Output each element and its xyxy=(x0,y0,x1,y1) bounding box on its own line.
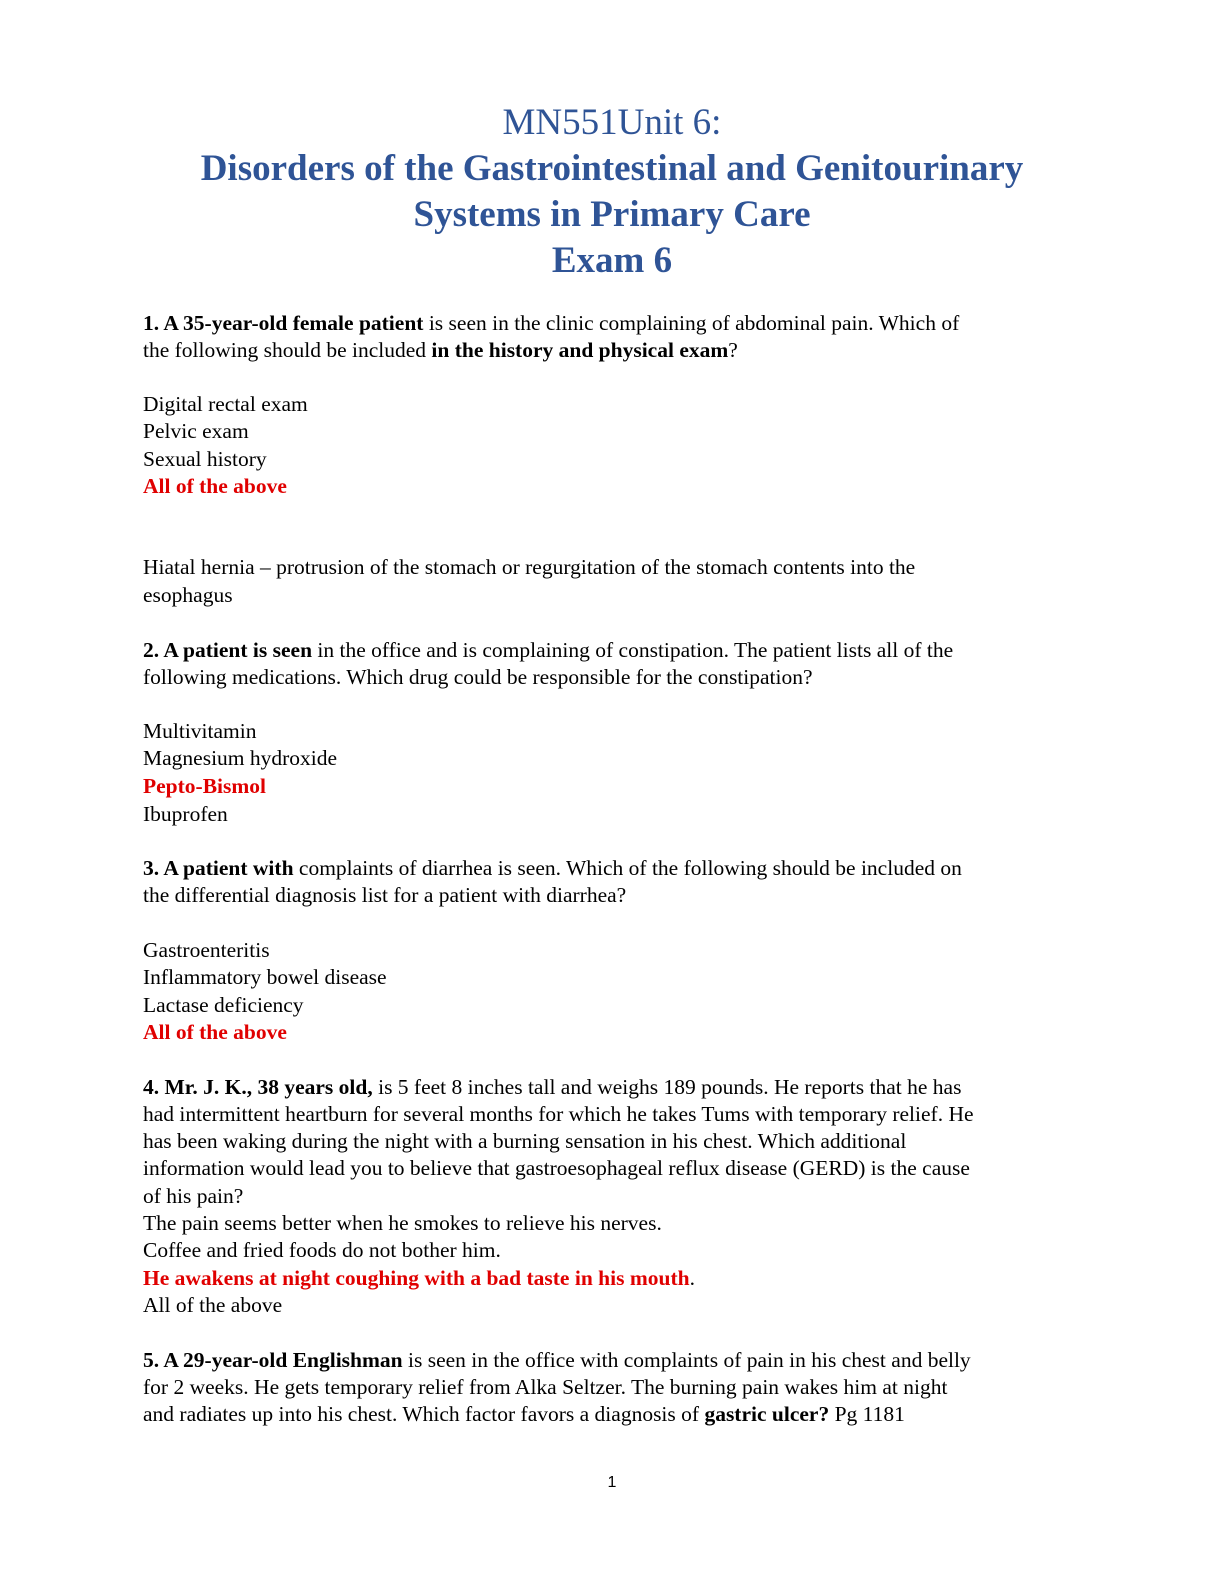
q4-option-4: All of the above xyxy=(143,1293,283,1317)
q2-answer: Pepto-Bismol xyxy=(143,774,267,798)
q5-stem-line2: for 2 weeks. He gets temporary relief from Alka Seltzer. The burning pain wakes him at night xyxy=(143,1375,948,1399)
q2-stem-line1 xyxy=(143,636,953,664)
q3-option-1: Gastroenteritis xyxy=(143,938,270,962)
note-line1: Hiatal hernia – protrusion of the stomach or regurgitation of the stomach contents into the xyxy=(143,555,916,579)
q2-option-4: Ibuprofen xyxy=(143,802,228,826)
q4-option-2: Coffee and fried foods do not bother him. xyxy=(143,1238,501,1262)
q5-stem-line3 xyxy=(143,1400,905,1428)
q1-number: 1. A 35-year-old female patient xyxy=(143,311,424,335)
page-number: 1 xyxy=(607,1474,617,1491)
q4-option-1: The pain seems better when he smokes to relieve his nerves. xyxy=(143,1211,662,1235)
q1-end: ? xyxy=(728,338,738,362)
q3-stem-line1 xyxy=(143,854,962,882)
q4-answer-line xyxy=(143,1264,695,1292)
q1-answer: All of the above xyxy=(143,474,287,498)
q1-text2: the following should be included xyxy=(143,338,432,362)
doc-title-course: MN551Unit 6: xyxy=(502,102,722,143)
q3-answer: All of the above xyxy=(143,1020,287,1044)
q5-text3: and radiates up into his chest. Which factor favors a diagnosis of xyxy=(143,1402,705,1426)
q5-number: 5. A 29-year-old Englishman xyxy=(143,1348,403,1372)
q2-stem-line2: following medications. Which drug could be responsible for the constipation? xyxy=(143,665,813,689)
q3-stem-line2: the differential diagnosis list for a patient with diarrhea? xyxy=(143,883,627,907)
q4-stem-line3: has been waking during the night with a burning sensation in his chest. Which additional xyxy=(143,1129,907,1153)
q5-stem-line1 xyxy=(143,1346,971,1374)
q4-stem-line2: had intermittent heartburn for several months for which he takes Tums with temporary relief. He xyxy=(143,1102,974,1126)
q4-text: is 5 feet 8 inches tall and weighs 189 pounds. He reports that he has xyxy=(372,1075,962,1099)
doc-title-exam: Exam 6 xyxy=(551,240,673,281)
q2-option-1: Multivitamin xyxy=(143,719,257,743)
q1-option-3: Sexual history xyxy=(143,447,267,471)
q2-text: in the office and is complaining of constipation. The patient lists all of the xyxy=(312,638,954,662)
doc-title-line3: Systems in Primary Care xyxy=(413,194,811,235)
q1-stem-line2 xyxy=(143,336,738,364)
q2-number: 2. A patient is seen xyxy=(143,638,313,662)
q4-number: 4. Mr. J. K., 38 years old, xyxy=(143,1075,373,1099)
q5-bold-phrase: gastric ulcer? xyxy=(704,1402,830,1426)
q3-number: 3. A patient with xyxy=(143,856,294,880)
q2-option-2: Magnesium hydroxide xyxy=(143,746,338,770)
doc-title-line2: Disorders of the Gastrointestinal and Genitourinary xyxy=(200,148,1024,189)
q3-option-3: Lactase deficiency xyxy=(143,993,304,1017)
q4-stem-line1 xyxy=(143,1073,961,1101)
q5-text: is seen in the office with complaints of pain in his chest and belly xyxy=(402,1348,971,1372)
q4-stem-line4: information would lead you to believe that gastroesophageal reflux disease (GERD) is the cause xyxy=(143,1156,970,1180)
q4-stem-line5: of his pain? xyxy=(143,1184,244,1208)
q3-text: complaints of diarrhea is seen. Which of the following should be included on xyxy=(293,856,962,880)
note-line2: esophagus xyxy=(143,583,233,607)
q4-answer-period: . xyxy=(689,1266,695,1290)
q1-option-1: Digital rectal exam xyxy=(143,392,308,416)
q1-option-2: Pelvic exam xyxy=(143,419,249,443)
q3-option-2: Inflammatory bowel disease xyxy=(143,965,387,989)
q1-bold-phrase: in the history and physical exam xyxy=(431,338,729,362)
q4-answer: He awakens at night coughing with a bad taste in his mouth xyxy=(143,1266,690,1290)
q1-text: is seen in the clinic complaining of abdominal pain. Which of xyxy=(423,311,960,335)
q5-page-ref: Pg 1181 xyxy=(829,1402,905,1426)
q1-stem-line1 xyxy=(143,309,959,337)
